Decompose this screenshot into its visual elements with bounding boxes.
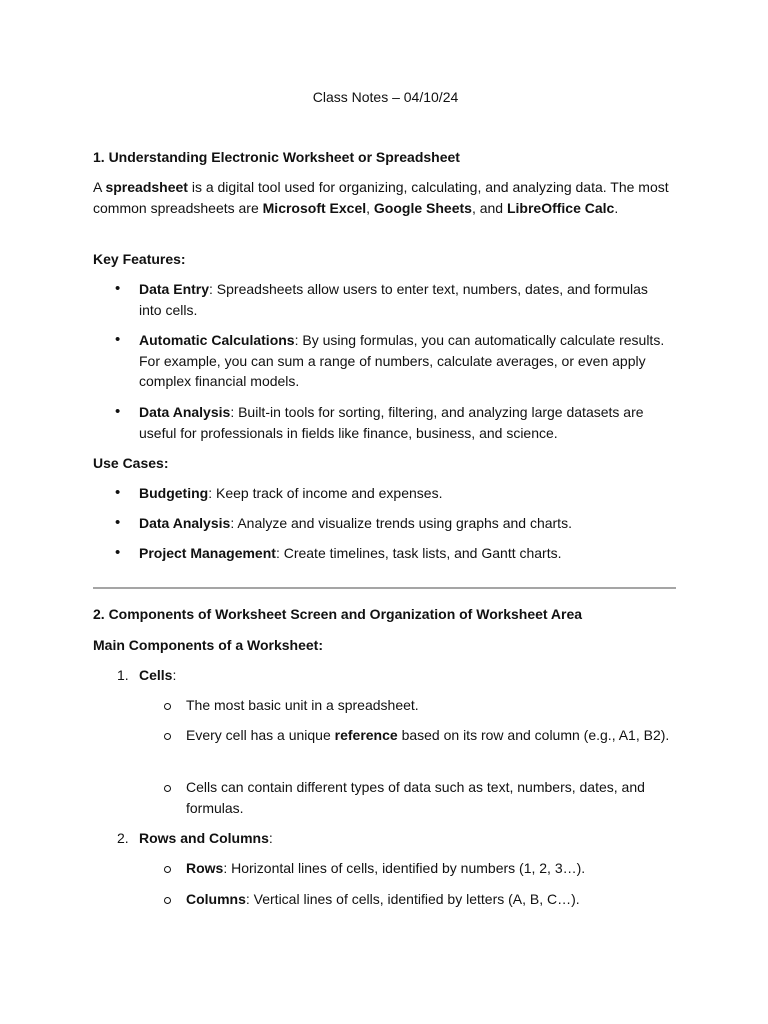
section-1-heading: 1. Understanding Electronic Worksheet or Spreadsheet [93, 149, 460, 165]
sub-list-item: The most basic unit in a spreadsheet. [186, 695, 671, 716]
use-cases-heading: Use Cases: [93, 455, 169, 471]
list-item: • Data Entry: Spreadsheets allow users to enter text, numbers, dates, and formulas into cells. [139, 279, 669, 320]
main-components-heading: Main Components of a Worksheet: [93, 637, 323, 653]
list-item: • Budgeting: Keep track of income and expenses. [139, 483, 669, 504]
key-features-heading: Key Features: [93, 251, 186, 267]
list-item: • Automatic Calculations: By using formulas, you can automatically calculate results. For example, you can sum a range of numbers, calculate averages, or even apply complex financial models. [139, 330, 669, 392]
sub-list-item: Rows: Horizontal lines of cells, identified by numbers (1, 2, 3…). [186, 858, 671, 879]
sub-list-item: Cells can contain different types of data such as text, numbers, dates, and formulas. [186, 777, 671, 818]
sub-list-item: Every cell has a unique reference based on its row and column (e.g., A1, B2). [186, 725, 671, 746]
numbered-item-rows-columns: 2. Rows and Columns: [117, 830, 273, 846]
list-item: • Project Management: Create timelines, task lists, and Gantt charts. [139, 543, 669, 564]
numbered-item-cells: 1. Cells: [117, 667, 177, 683]
section-2-heading: 2. Components of Worksheet Screen and Organization of Worksheet Area [93, 606, 583, 622]
page-title: Class Notes – 04/10/24 [312, 89, 459, 105]
section-divider [93, 587, 676, 589]
sub-list-item: Columns: Vertical lines of cells, identified by letters (A, B, C…). [186, 889, 671, 910]
section-1-intro: A spreadsheet is a digital tool used for organizing, calculating, and analyzing data. The most common spreadsheets are Microsoft Excel, Google Sheets, and LibreOffice Calc. [93, 179, 669, 216]
list-item: • Data Analysis: Built-in tools for sorting, filtering, and analyzing large datasets are useful for professionals in fields like finance, business, and science. [139, 402, 669, 443]
list-item: • Data Analysis: Analyze and visualize trends using graphs and charts. [139, 513, 669, 534]
